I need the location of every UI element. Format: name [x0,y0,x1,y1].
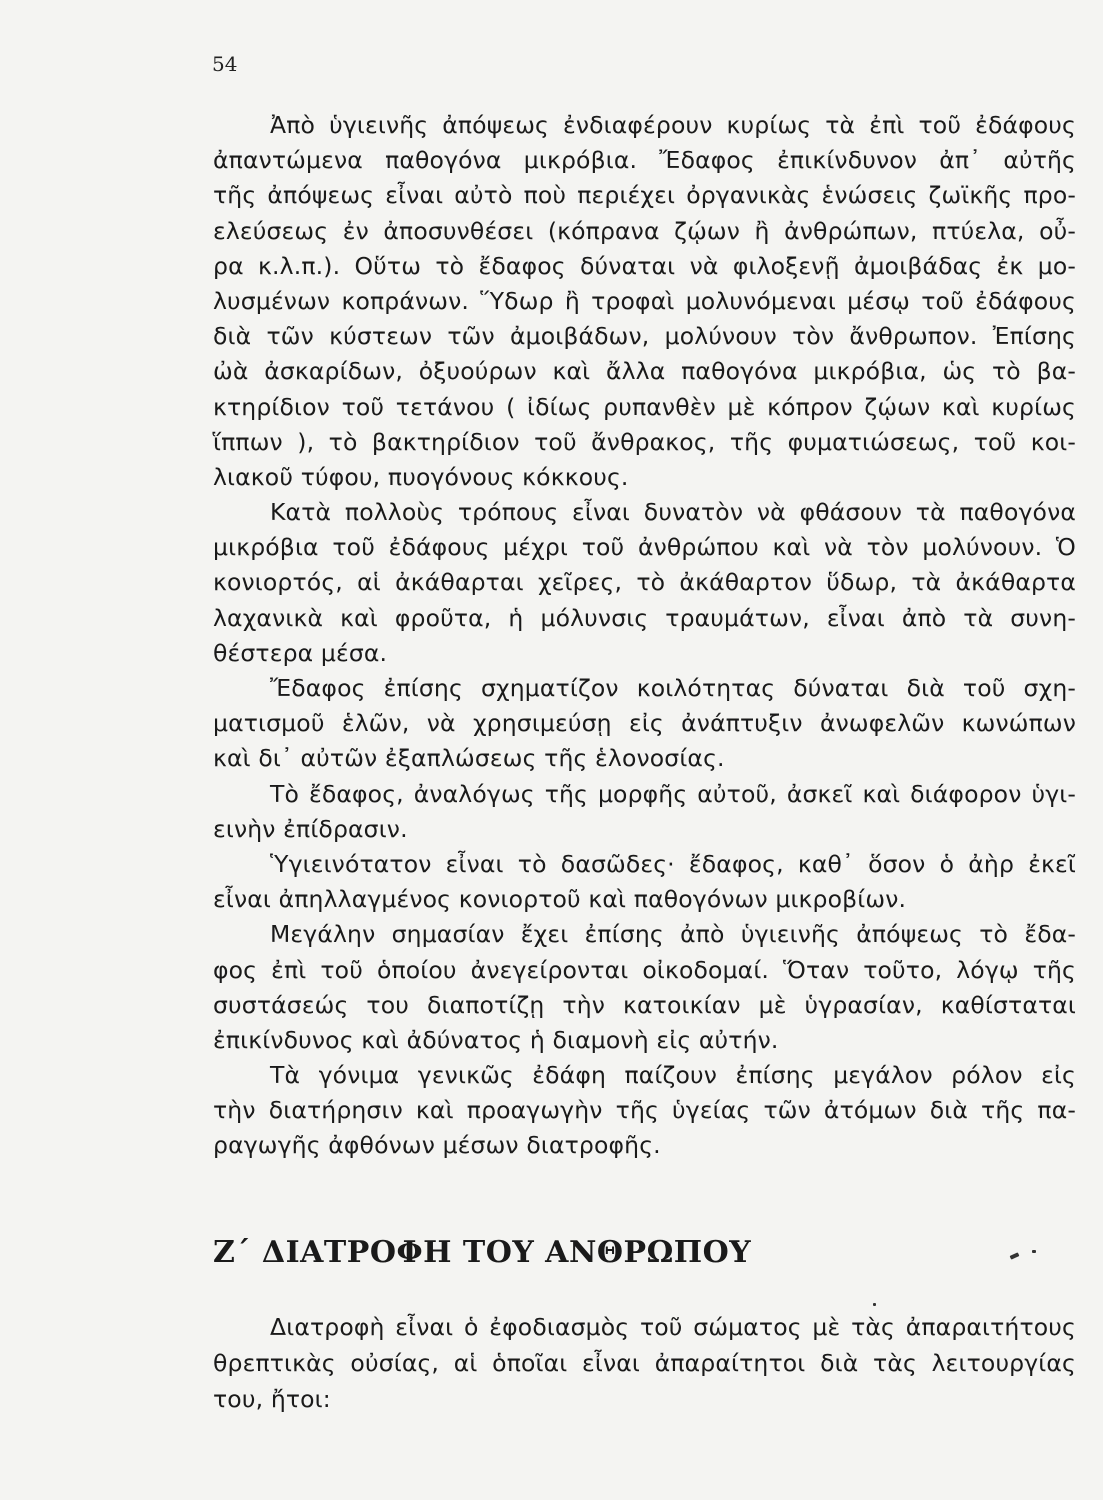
text-line: κτηρίδιον τοῦ τετάνου ( ἰδίως ρυπανθὲν μὲ κόπρον ζῴων καὶ κυρίως [213,392,1076,421]
text-line: Ἔδαφος ἐπίσης σχηματίζον κοιλότητας δύναται διὰ τοῦ σχη- [270,674,1076,702]
closing-paragraph [213,1309,1076,1417]
text-line: Ὑγιεινότατον εἶναι τὸ δασῶδες· ἔδαφος, καθ᾽ ὅσον ὁ ἀὴρ ἐκεῖ [270,849,1076,878]
text-line: ελεύσεως ἐν ἀποσυνθέσει (κόπρανα ζῴων ἢ ἀνθρώπων, πτύελα, οὖ- [213,216,1076,245]
text-line: διὰ τῶν κύστεων τῶν ἀμοιβάδων, μολύνουν τὸν ἄνθρωπον. Ἐπίσης [213,322,1076,351]
paragraph [213,1058,1076,1164]
text-line: εινὴν ἐπίδρασιν. [213,814,408,843]
text-line: εἶναι ἀπηλλαγμένος κονιορτοῦ καὶ παθογόνων μικροβίων. [213,885,907,914]
text-line: ματισμοῦ ἑλῶν, νὰ χρησιμεύσῃ εἰς ἀνάπτυξιν ἀνωφελῶν κωνώπων [213,709,1076,738]
text-line: τὴν διατήρησιν καὶ προαγωγὴν τῆς ὑγείας τῶν ἀτόμων διὰ τῆς πα- [213,1096,1076,1125]
text-line: Τὰ γόνιμα γενικῶς ἐδάφη παίζουν ἐπίσης μεγάλον ρόλον εἰς [270,1061,1076,1090]
text-line: Ἀπὸ ὑγιεινῆς ἀπόψεως ἐνδιαφέρουν κυρίως τὰ ἐπὶ τοῦ ἐδάφους [270,111,1076,139]
text-line: λιακοῦ τύφου, πυογόνους κόκκους. [213,462,629,491]
paragraph [213,108,1076,495]
text-line: ὠὰ ἀσκαρίδων, ὀξυούρων καὶ ἄλλα παθογόνα μικρόβια, ὡς τὸ βα- [213,357,1076,386]
body-text [213,108,1076,1164]
text-line: μικρόβια τοῦ ἐδάφους μέχρι τοῦ ἀνθρώπου καὶ νὰ τὸν μολύνουν. Ὁ [213,533,1076,562]
paragraph [213,847,1076,917]
text-line: του, ἤτοι: [213,1385,331,1413]
text-line: τῆς ἀπόψεως εἶναι αὐτὸ ποὺ περιέχει ὀργανικὰς ἑνώσεις ζωϊκῆς προ- [213,181,1076,210]
text-line: ραγωγῆς ἀφθόνων μέσων διατροφῆς. [213,1131,661,1160]
text-line: λαχανικὰ καὶ φροῦτα, ἡ μόλυνσις τραυμάτων, εἶναι ἀπὸ τὰ συνη- [213,603,1076,632]
text-line: φος ἐπὶ τοῦ ὁποίου ἀνεγείρονται οἰκοδομαί. Ὅταν τοῦτο, λόγῳ τῆς [213,955,1076,984]
ink-speck [873,1303,876,1306]
text-line: καὶ δι᾽ αὐτῶν ἐξαπλώσεως τῆς ἑλονοσίας. [213,744,725,773]
text-line: ἀπαντώμενα παθογόνα μικρόβια. Ἔδαφος ἐπικίνδυνον ἀπ᾽ αὐτῆς [213,146,1076,175]
text-line: Διατροφὴ εἶναι ὁ ἐφοδιασμὸς τοῦ σώματος μὲ τὰς ἀπαραιτήτους [270,1313,1076,1341]
page-number: 54 [212,52,238,76]
text-line: θρεπτικὰς οὐσίας, αἱ ὁποῖαι εἶναι ἀπαραίτητοι διὰ τὰς λειτουργίας [213,1349,1076,1377]
text-line: ἵππων ), τὸ βακτηρίδιον τοῦ ἄνθρακος, τῆς φυματιώσεως, τοῦ κοι- [213,427,1076,456]
text-line: Τὸ ἔδαφος, ἀναλόγως τῆς μορφῆς αὐτοῦ, ἀσκεῖ καὶ διάφορον ὑγι- [270,779,1076,808]
text-line: ἐπικίνδυνος καὶ ἀδύνατος ἡ διαμονὴ εἰς αὐτήν. [213,1025,779,1054]
paragraph [213,917,1076,1058]
paragraph [213,777,1076,847]
text-line: λυσμένων κοπράνων. Ὕδωρ ἢ τροφαὶ μολυνόμεναι μέσῳ τοῦ ἐδάφους [213,286,1076,315]
text-line: συστάσεώς του διαποτίζῃ τὴν κατοικίαν μὲ ὑγρασίαν, καθίσταται [213,990,1076,1019]
section-heading: Ζ΄ ΔΙΑΤΡΟΦΗ ΤΟΥ ΑΝΘΡΩΠΟΥ [213,1235,752,1270]
paragraph [213,671,1076,777]
text-line: ρα κ.λ.π.). Οὕτω τὸ ἔδαφος δύναται νὰ φιλοξενῇ ἀμοιβάδας ἐκ μο- [213,251,1076,280]
text-line: Κατὰ πολλοὺς τρόπους εἶναι δυνατὸν νὰ φθάσουν τὰ παθογόνα [270,498,1076,527]
ink-speck [1010,1252,1020,1259]
paragraph [213,495,1076,671]
ink-speck [1032,1250,1036,1253]
text-line: Μεγάλην σημασίαν ἔχει ἐπίσης ἀπὸ ὑγιεινῆς ἀπόψεως τὸ ἔδα- [270,920,1076,949]
text-line: κονιορτός, αἱ ἀκάθαρται χεῖρες, τὸ ἀκάθαρτον ὕδωρ, τὰ ἀκάθαρτα [213,568,1076,597]
text-line: θέστερα μέσα. [213,638,388,667]
